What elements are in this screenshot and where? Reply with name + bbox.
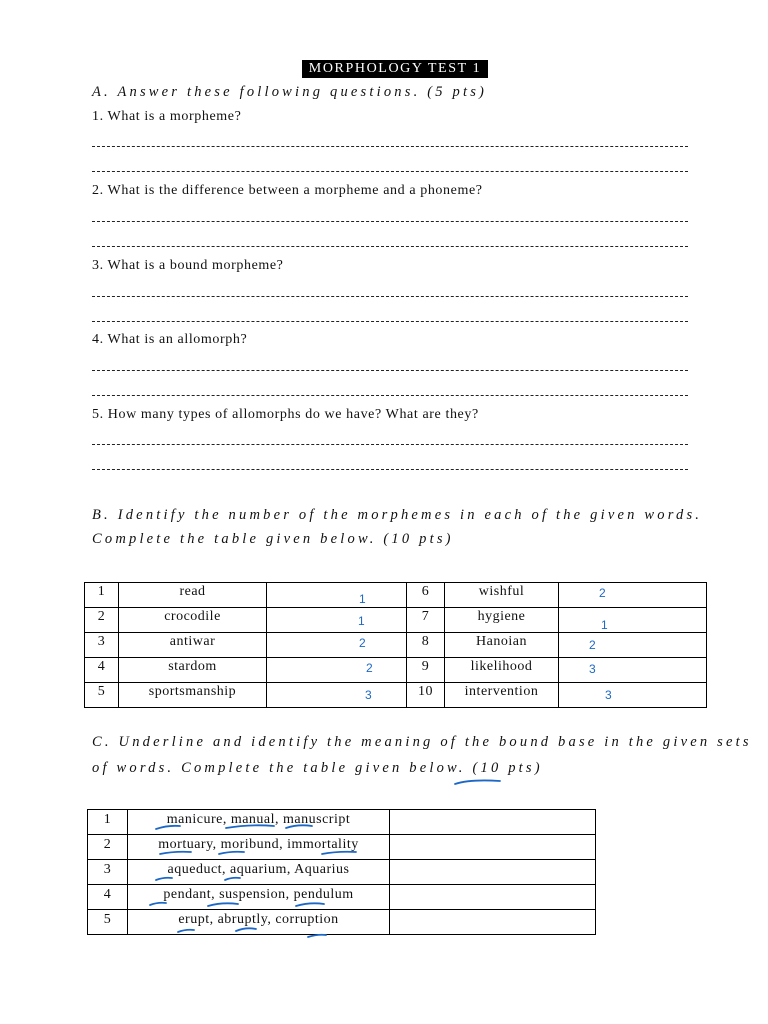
- handwritten-answer: 1: [359, 592, 366, 606]
- word-cell: stardom: [119, 658, 267, 683]
- underline-mark: [219, 852, 244, 854]
- row-number: 3: [85, 633, 119, 658]
- row-number: 7: [407, 608, 445, 633]
- underline-mark: [225, 878, 240, 880]
- row-number: 4: [88, 885, 128, 910]
- row-number: 2: [85, 608, 119, 633]
- row-number: 4: [85, 658, 119, 683]
- underline-mark: [236, 928, 256, 931]
- test-title: MORPHOLOGY TEST 1: [302, 60, 488, 78]
- row-number: 3: [88, 860, 128, 885]
- word-cell: read: [119, 583, 267, 608]
- underline-mark: [286, 825, 312, 828]
- handwritten-answer: 2: [359, 636, 366, 650]
- handwritten-answer: 2: [599, 586, 606, 600]
- handwritten-answer: 2: [366, 661, 373, 675]
- word-cell: crocodile: [119, 608, 267, 633]
- word-set-cell: pendant, suspension, pendulum: [128, 885, 390, 910]
- handwritten-answer: 2: [589, 638, 596, 652]
- question-1: 1. What is a morpheme?: [92, 109, 242, 124]
- row-number: 5: [88, 910, 128, 935]
- row-number: 2: [88, 835, 128, 860]
- underline-mark: [150, 903, 166, 905]
- word-cell: wishful: [445, 583, 559, 608]
- word-cell: hygiene: [445, 608, 559, 633]
- question-5: 5. How many types of allomorphs do we have? What are they?: [92, 407, 479, 422]
- underline-mark: [156, 826, 180, 829]
- row-number: 9: [407, 658, 445, 683]
- underline-mark: [308, 935, 326, 937]
- underline-mark: [296, 903, 324, 906]
- word-set-cell: erupt, abruptly, corruption: [128, 910, 390, 935]
- word-cell: intervention: [445, 683, 559, 708]
- word-cell: antiwar: [119, 633, 267, 658]
- handwritten-answer: 3: [365, 688, 372, 702]
- row-number: 1: [85, 583, 119, 608]
- underline-mark: [226, 825, 274, 828]
- row-number: 5: [85, 683, 119, 708]
- word-set-cell: mortuary, moribund, immortality: [128, 835, 390, 860]
- underline-mark: [455, 780, 500, 784]
- underline-mark: [178, 930, 194, 932]
- word-cell: sportsmanship: [119, 683, 267, 708]
- row-number: 6: [407, 583, 445, 608]
- handwritten-answer: 3: [605, 688, 612, 702]
- word-set-cell: manicure, manual, manuscript: [128, 810, 390, 835]
- section-a-heading: A. Answer these following questions. (5 pts): [92, 84, 488, 100]
- row-number: 8: [407, 633, 445, 658]
- question-2: 2. What is the difference between a morpheme and a phoneme?: [92, 183, 483, 198]
- question-4: 4. What is an allomorph?: [92, 332, 248, 347]
- question-3: 3. What is a bound morpheme?: [92, 258, 284, 273]
- section-b-heading-line2: Complete the table given below. (10 pts): [92, 531, 454, 547]
- section-c-heading-line2: of words. Complete the table given below. (10 pts): [92, 760, 543, 776]
- row-number: 10: [407, 683, 445, 708]
- row-number: 1: [88, 810, 128, 835]
- handwritten-answer: 3: [589, 662, 596, 676]
- underline-mark: [156, 878, 172, 880]
- section-c-heading-line1: C. Underline and identify the meaning of the bound base in the given sets: [92, 734, 752, 750]
- underline-mark: [322, 852, 356, 854]
- section-b-heading-line1: B. Identify the number of the morphemes in each of the given words.: [92, 507, 703, 523]
- underline-mark: [208, 903, 238, 906]
- underline-mark: [160, 852, 191, 854]
- word-set-cell: aqueduct, aquarium, Aquarius: [128, 860, 390, 885]
- word-cell: likelihood: [445, 658, 559, 683]
- word-cell: Hanoian: [445, 633, 559, 658]
- handwritten-answer: 1: [601, 618, 608, 632]
- handwritten-answer: 1: [358, 614, 365, 628]
